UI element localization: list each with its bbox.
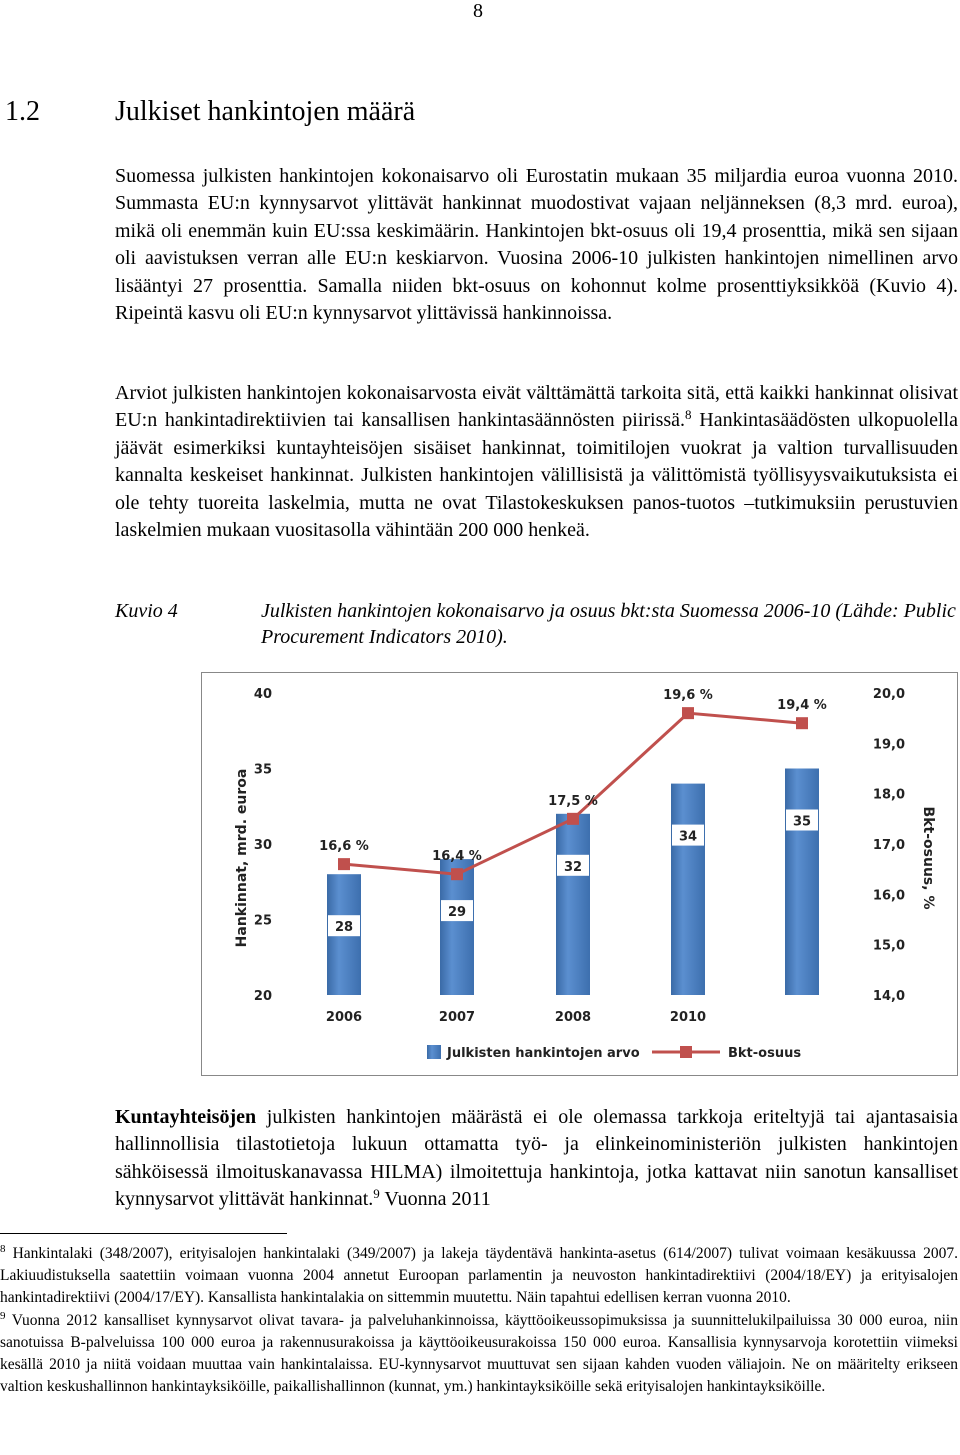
footnote-ref-8[interactable]: 8 [685,407,692,423]
y-left-tick-label: 25 [253,913,272,929]
legend-line-marker [680,1046,692,1058]
y-left-tick-label: 30 [253,838,272,853]
y-right-tick-label: 15,0 [872,938,905,954]
y-left-tick-label: 20 [253,989,272,1004]
section-number: 1.2 [5,96,40,127]
footnote-8-number: 8 [0,1243,6,1255]
x-tick-label: 2006 [325,1010,363,1025]
footnote-ref-9[interactable]: 9 [373,1186,380,1202]
y-axis-right-label: Bkt-osuus, % [920,806,936,910]
bar [671,784,705,995]
page-number: 8 [473,0,483,22]
paragraph-1: Suomessa julkisten hankintojen kokonaisarvo oli Eurostatin mukaan 35 miljardia euroa vuonna 2010. Summasta EU:n kynnysarvot ylittävät hankinnat muodostivat vajaan neljänneksen (8,3 mrd. euroa), mikä oli enemmän kuin EU:ssa keskimäärin. Hankintojen bkt-osuus oli 19,4 prosenttia, mikä sen sijaan oli aavistuksen verran alle EU:n keskiarvon. Vuosina 2006-10 julkisten hankintojen nimellinen arvo lisääntyi 27 prosenttia. Samalla niiden bkt-osuus on kohonnut kolme prosenttiyksikköä (Kuvio 4). Ripeintä kasvu oli EU:n kynnysarvot ylittävissä hankinnoissa. [115,165,958,325]
legend-bar-label: Julkisten hankintojen arvo [447,1046,640,1061]
y-right-tick-label: 20,0 [872,687,905,702]
footnote-9-number: 9 [0,1309,6,1322]
y-right-tick-label: 19,0 [872,737,905,753]
x-tick-label: 2008 [554,1010,592,1025]
paragraph-2-part1: Arviot julkisten hankintojen kokonaisarvosta eivät välttämättä tarkoita sitä, että kaikki hankinnat olisivat EU:n hankintadirektiivien tai kansallisen hankintasäännösten piirissä. [115,382,958,432]
legend-bar-swatch [427,1045,441,1059]
bar-value-label: 34 [678,829,698,845]
paragraph-3 [115,1104,958,1214]
bar-value-label: 28 [334,920,354,936]
line-point [567,813,579,825]
bar-value-label: 35 [792,814,812,830]
y-left-tick-label: 35 [253,762,272,778]
line-point [682,707,694,719]
line-value-label: 19,6 % [663,688,713,704]
legend-line-label: Bkt-osuus [728,1046,802,1061]
footnote-8 [0,1243,958,1310]
chart-frame [201,672,958,1076]
x-tick-label: 2010 [669,1010,707,1025]
bar [556,814,590,995]
procurement-chart [202,673,957,1075]
y-right-tick-label: 17,0 [872,838,905,853]
bar-value-label: 32 [563,859,583,875]
line-point [338,858,350,870]
y-right-tick-label: 14,0 [872,989,905,1004]
paragraph-3-part1: julkisten hankintojen määrästä ei ole olemassa tarkkoja eriteltyjä tai ajantasaisia hallinnollisia tilastotietoja lukuun ottamatta työ- ja elinkeinoministeriön julkisten hankintojen sähköisessä ilmoituskanavassa HILMA) ilmoitettuja hankintoja, jotka kattavat niin sanotun kansalliset kynnysarvot ylittävät hankinnat. [115,1106,958,1211]
y-left-tick-label: 40 [253,687,272,702]
line-value-label: 17,5 % [548,793,598,809]
paragraph-3-bold: Kuntayhteisöjen [115,1106,257,1128]
footnote-divider [0,1233,287,1234]
footnote-9-text: Vuonna 2012 kansalliset kynnysarvot olivat tavara- ja palveluhankinnoissa, käyttöoikeussopimuksissa ja suunnittelukilpailuissa 30 000 euroa, niin sanotuissa B-palveluissa 100 000 euroa ja rakennusurakoissa ja käyttöoikeusurakoissa 150 000 euroa. Kansallisia kynnysarvoja korotettiin viimeksi kesällä 2010 ja niitä voidaan muuttaa vain hankintalaissa. EU-kynnysarvot muuttuvat sen sijaan kahden vuoden väliajoin. Ne on määritelty erikseen valtion keskushallinnon hankintayksiköille, paikallishallinnon (kunnat, ym.) hankintayksiköille sekä erityisalojen hankintayksiköille. [0,1311,958,1396]
line-value-label: 16,6 % [319,839,369,855]
section-heading [5,96,415,128]
paragraph-2 [115,380,958,544]
figure-caption-text: Julkisten hankintojen kokonaisarvo ja osuus bkt:sta Suomessa 2006-10 (Lähde: Public Procurement Indicators 2010). [261,600,956,648]
legend [427,1045,801,1061]
footnote-9 [0,1310,958,1399]
figure-label: Kuvio 4 [115,600,178,622]
paragraph-2-part2: Hankintasäädösten ulkopuolella jäävät esimerkiksi kuntayhteisöjen sisäiset hankinnat, toimitilojen vuokrat ja valtion turvallisuuden kannalta keskeiset hankinnat. Julkisten hankintojen välillisistä ja välittömistä työllisyysvaikutuksista ei ole tehty tuoreita laskelmia, mutta ne ovat Tilastokeskuksen panos-tuotos –tutkimuksiin perustuvien laskelmien mukaan vuositasolla vähintään 200 000 henkeä. [115,409,958,542]
footnote-8-text: Hankintalaki (348/2007), erityisalojen hankintalaki (349/2007) ja lakeja täydentävä hankinta-asetus (614/2007) tulivat voimaan kesäkuussa 2007. Lakiuudistuksella saatettiin voimaan vuonna 2004 annetut Euroopan parlamentin ja neuvoston hankintadirektiivi (2004/18/EY) ja erityisalojen hankintadirektiivi (2004/17/EY). Kansallista hankintalakia on sittemmin muutettu. Näin tapahtui edellisen kerran vuonna 2010. [0,1245,958,1307]
paragraph-3-part2: Vuonna 2011 [379,1188,491,1211]
y-axis-left-label: Hankinnat, mrd. euroa [234,768,250,948]
line-value-label: 19,4 % [777,698,827,714]
line-point [796,717,808,729]
y-right-tick-label: 16,0 [872,888,905,904]
bar [785,769,819,996]
y-right-tick-label: 18,0 [872,787,905,803]
section-title: Julkiset hankintojen määrä [115,96,416,127]
line-point [451,868,463,880]
bar-value-label: 29 [447,905,467,921]
line-value-label: 16,4 % [432,849,482,865]
x-tick-label: 2007 [438,1010,476,1025]
footnotes [0,1243,958,1398]
